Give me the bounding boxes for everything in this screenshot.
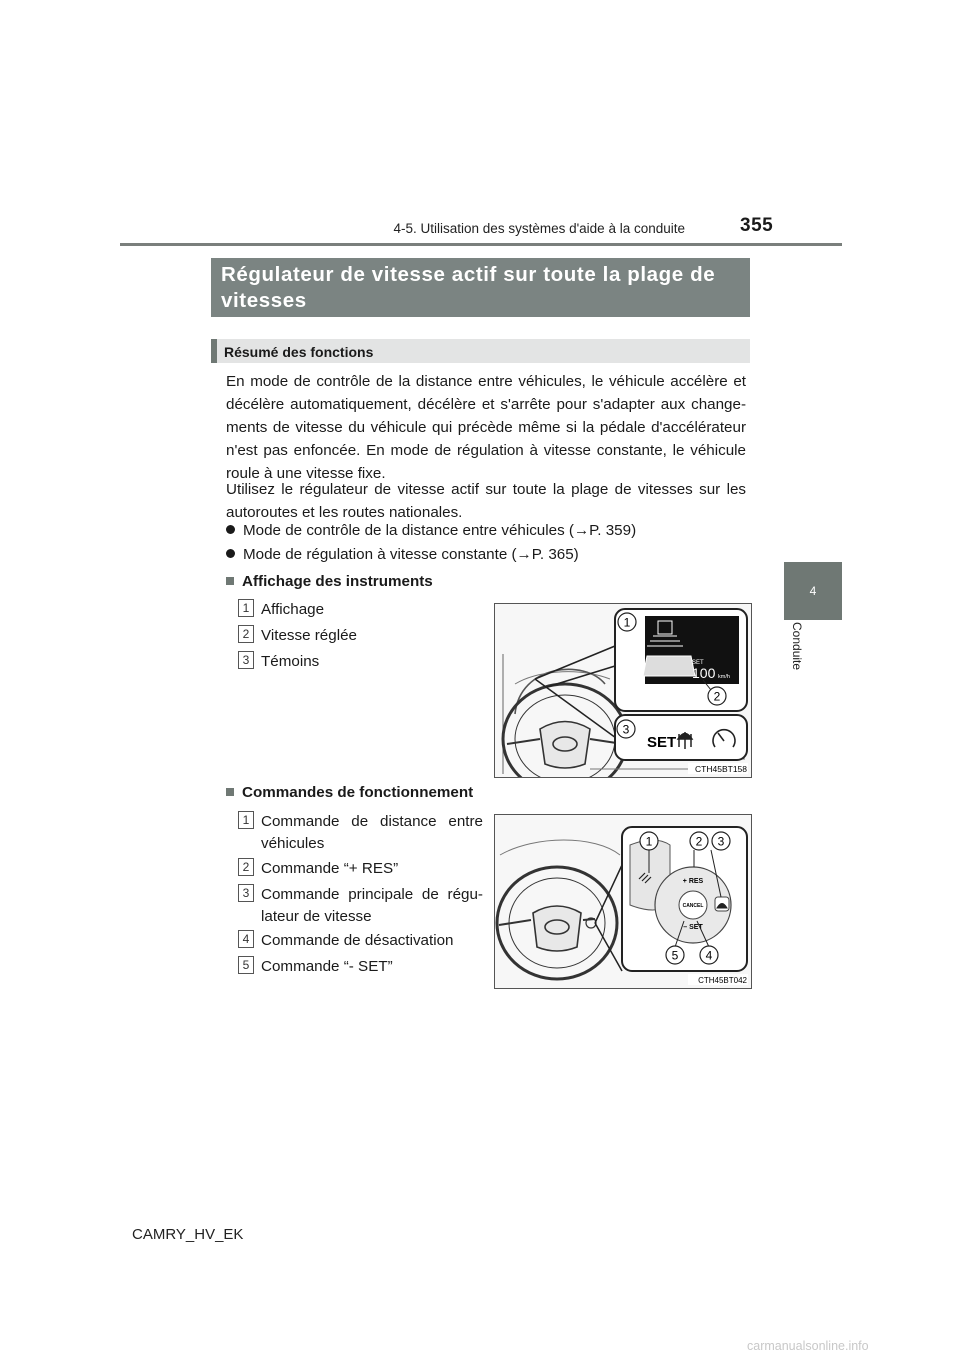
figure-code: CTH45BT042: [698, 976, 747, 985]
footer-model: CAMRY_HV_EK: [132, 1226, 244, 1243]
display-speed-unit: km/h: [718, 674, 730, 680]
item-text: Commande de désactivation: [261, 932, 454, 949]
bullet-text: Mode de régulation à vitesse constante (→P. 365): [243, 546, 579, 563]
item-text: Commande “- SET”: [261, 958, 393, 975]
display-speed-value: 100: [692, 665, 716, 681]
callout-label: 3: [717, 834, 725, 849]
figure-instrument-display: [494, 603, 752, 778]
item-number: 2: [238, 858, 254, 876]
res-label: + RES: [682, 878, 704, 885]
list-item: [238, 956, 483, 978]
item-text: Commande de distance entre véhicules: [261, 813, 483, 852]
list-item: [238, 930, 483, 952]
subtitle-accent: [211, 339, 217, 363]
indicator-set-label: SET: [647, 734, 677, 751]
item-text: Commande principale de régu-lateur de vitesse: [261, 886, 483, 925]
list-item: [238, 811, 483, 855]
bullet-item: [226, 522, 636, 539]
paragraph-intro: En mode de contrôle de la distance entre véhicules, le véhicule accélère et décélère automatiquement, décélère et s'arrête pour s'adapter aux change-ments de vitesse du véhicule qui précède même si la pédale d'accélérateur n'est pas enfoncée. En mode de régulation à vitesse constante, le véhicule roule à une vitesse fixe.: [226, 373, 746, 482]
list-item: [238, 625, 483, 647]
chapter-tab: [784, 562, 842, 620]
item-text: Affichage: [261, 601, 325, 618]
item-number: 4: [238, 930, 254, 948]
list-item: [238, 599, 483, 621]
figure-operating-controls: [494, 814, 752, 989]
chapter-tab-label: [786, 622, 808, 712]
watermark: carmanualsonline.info: [747, 1339, 869, 1353]
section-heading-instruments: [226, 573, 433, 590]
header-section-title: 4-5. Utilisation des systèmes d'aide à la conduite: [393, 221, 685, 236]
set-label: – SET: [683, 924, 703, 931]
callout-label: 3: [622, 722, 630, 737]
callout-label: 2: [713, 689, 721, 704]
item-text: Vitesse réglée: [261, 627, 357, 644]
item-text: Témoins: [261, 653, 320, 670]
square-marker: [226, 788, 234, 796]
callout-label: 2: [695, 834, 703, 849]
list-item: [238, 884, 483, 928]
callout-label: 1: [623, 615, 631, 630]
bullet-dot: [226, 525, 235, 534]
page-number: 355: [740, 215, 774, 236]
callout-label: 5: [671, 948, 679, 963]
subtitle: Résumé des fonctions: [224, 344, 374, 360]
list-item: [238, 651, 483, 673]
header-rule: [120, 243, 842, 246]
item-number: 5: [238, 956, 254, 974]
paragraph-usage: Utilisez le régulateur de vitesse actif sur toute la plage de vitesses sur les autoroutes et les routes nationales.: [226, 481, 746, 521]
figure-code: CTH45BT158: [695, 764, 747, 774]
section-heading-text: Commandes de fonctionnement: [242, 784, 474, 801]
item-number: 3: [238, 884, 254, 902]
item-text: Commande “+ RES”: [261, 860, 399, 877]
bullet-dot: [226, 549, 235, 558]
item-number: 1: [238, 811, 254, 829]
section-heading-text: Affichage des instruments: [242, 573, 433, 590]
callout-label: 4: [705, 948, 713, 963]
cancel-label: CANCEL: [682, 903, 704, 909]
square-marker: [226, 577, 234, 585]
display-set-label: SET: [692, 660, 704, 666]
chapter-number: 4: [809, 584, 817, 598]
item-number: 2: [238, 625, 254, 643]
item-number: 3: [238, 651, 254, 669]
list-item: [238, 858, 483, 880]
callout-label: 1: [645, 834, 653, 849]
bullet-item: [226, 546, 579, 563]
item-number: 1: [238, 599, 254, 617]
page-title: Régulateur de vitesse actif sur toute la plage de vitesses: [211, 258, 750, 317]
chapter-label: Conduite: [790, 622, 804, 671]
section-heading-controls: [226, 784, 473, 801]
bullet-text: Mode de contrôle de la distance entre véhicules (→P. 359): [243, 522, 637, 539]
